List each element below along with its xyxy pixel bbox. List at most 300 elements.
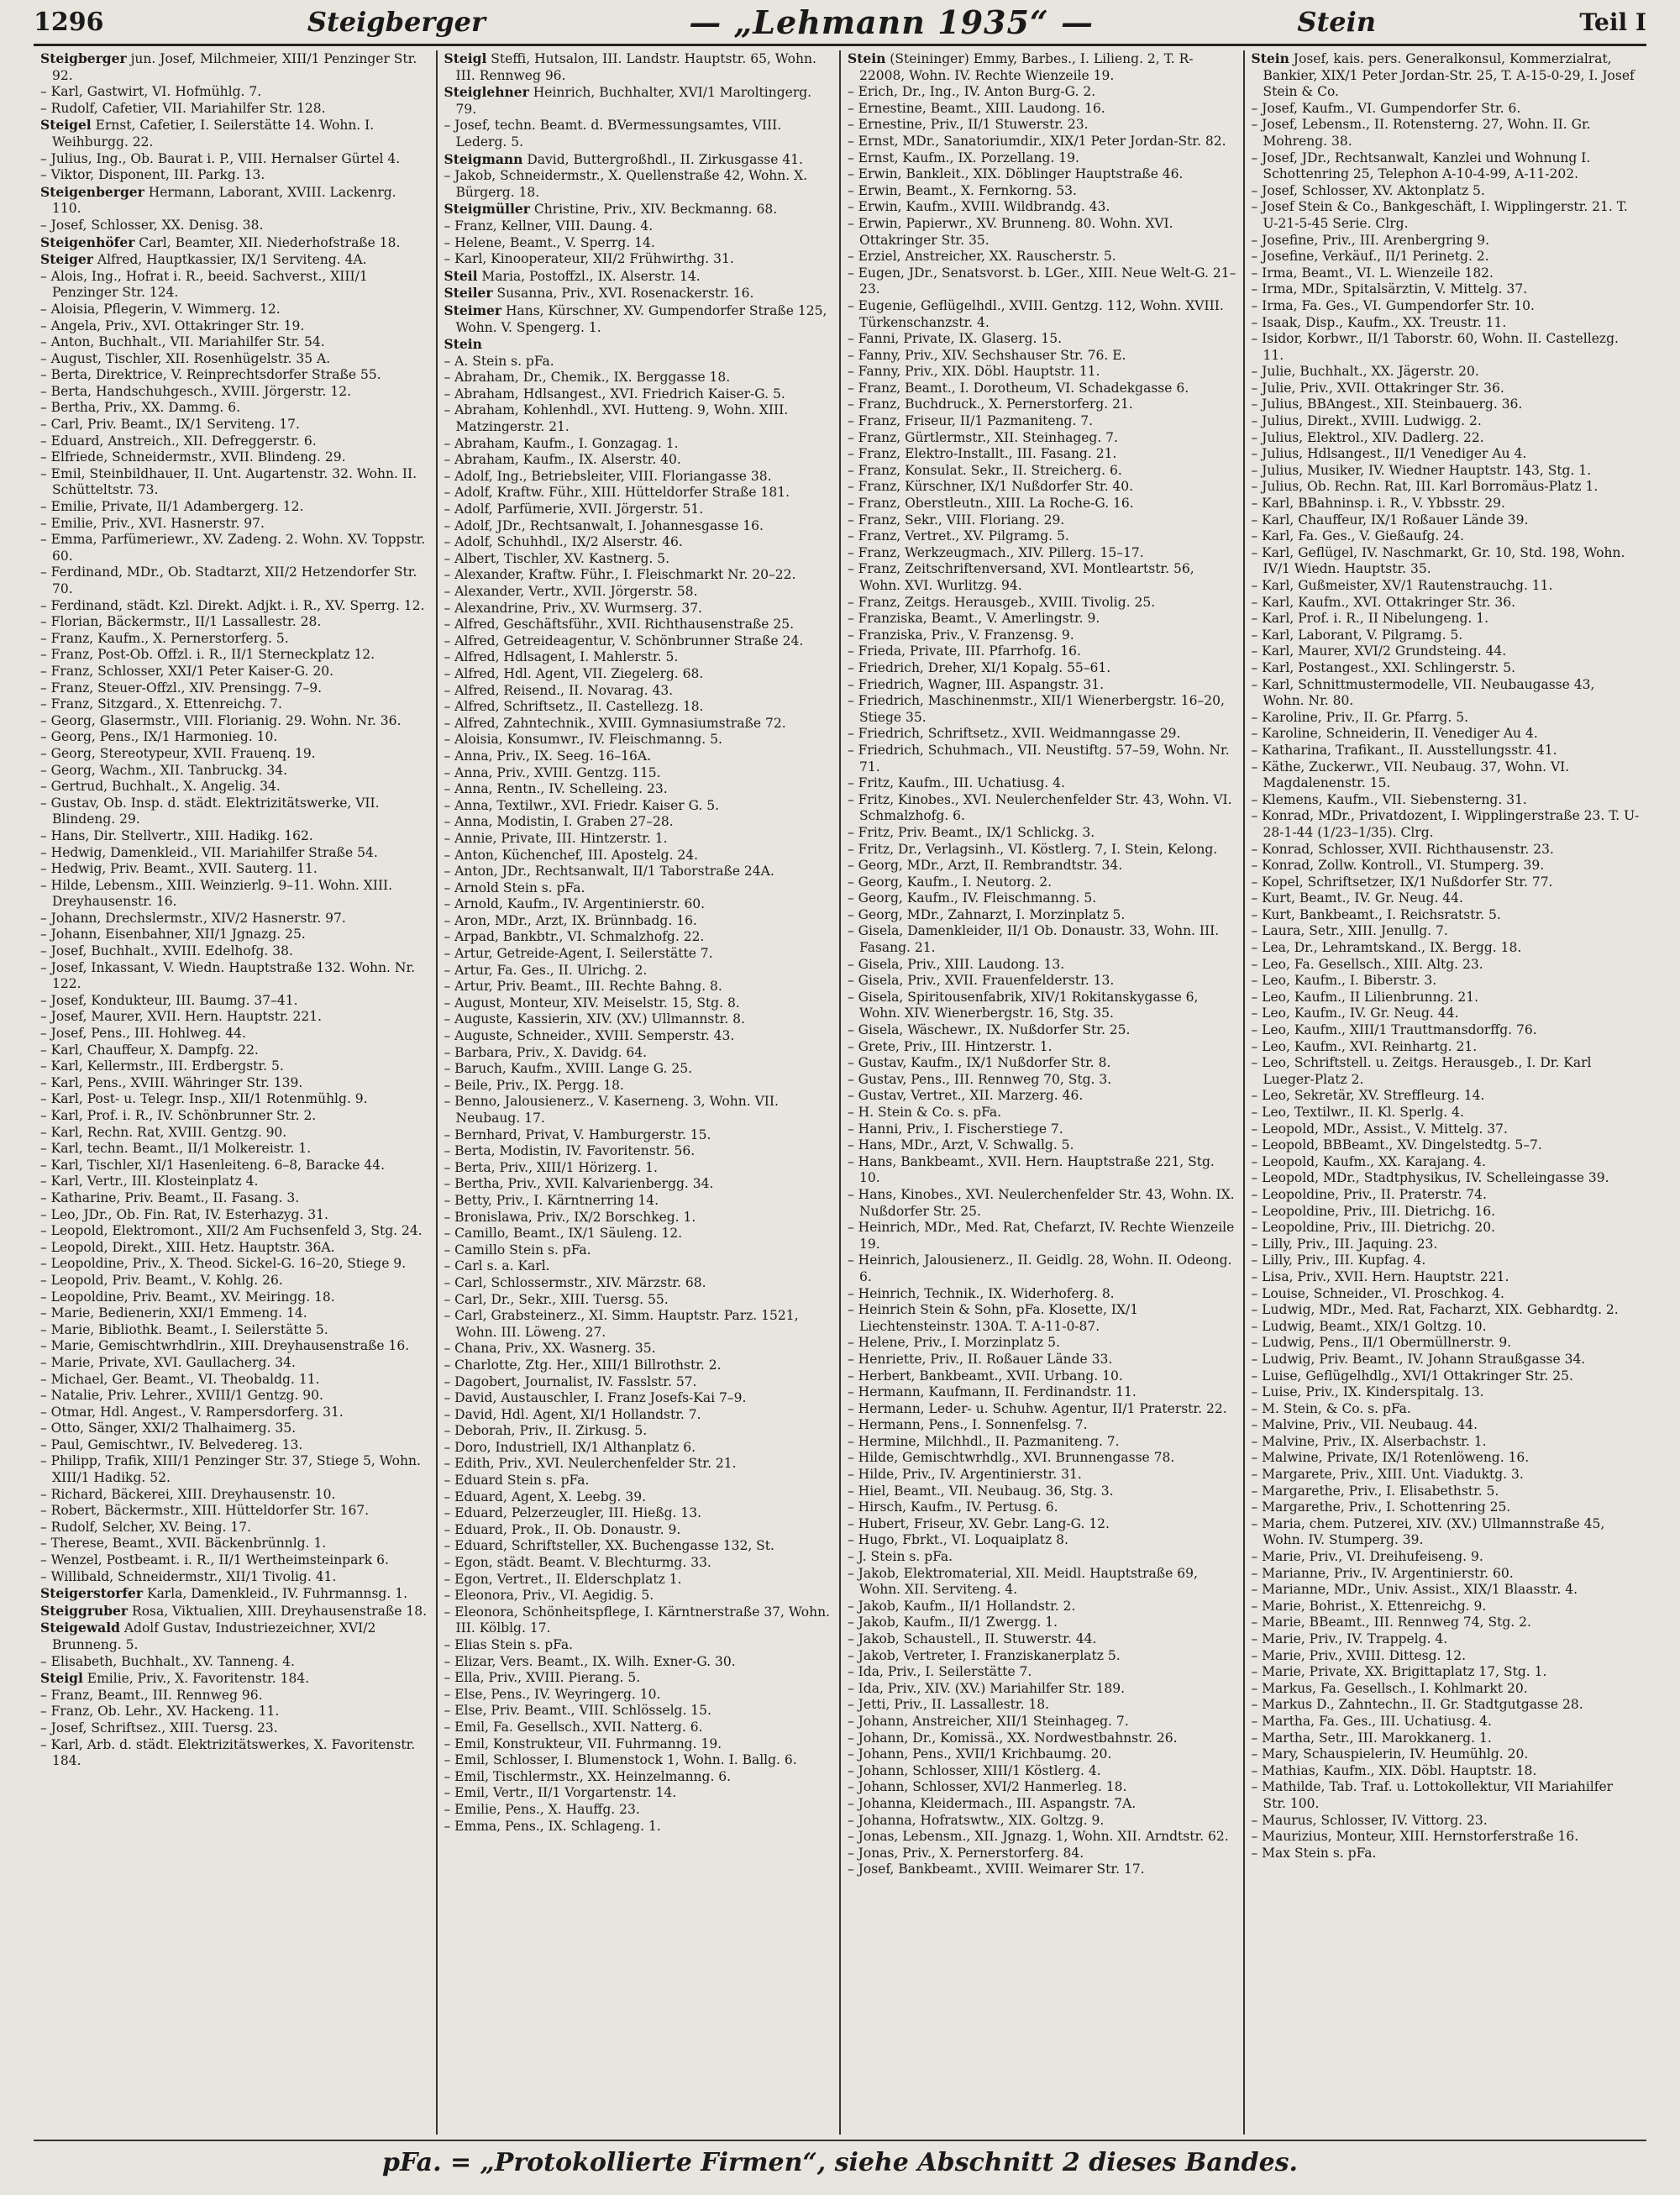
directory-entry xyxy=(848,249,1236,265)
entry-text: – Karl, Gastwirt, VI. Hofmühlg. 7. xyxy=(40,84,262,100)
directory-entry xyxy=(1252,1137,1641,1154)
entry-text: – Hilde, Gemischtwrhdlg., XVI. Brunnengasse 78. xyxy=(848,1450,1175,1466)
directory-entry xyxy=(40,713,429,730)
entry-text: Hermann, Laborant, XVIII. Lackenrg. 110. xyxy=(52,184,396,217)
entry-text: – Erwin, Papierwr., XV. Brunneng. 80. Wohn. XVI. Ottakringer Str. 35. xyxy=(848,215,1173,248)
directory-entry xyxy=(1252,1599,1641,1615)
entry-text: – Marie, Bibliothk. Beamt., I. Seilerstätte 5. xyxy=(40,1321,328,1337)
directory-entry xyxy=(444,1127,833,1144)
directory-entry xyxy=(40,334,429,351)
directory-entry xyxy=(40,151,429,168)
entry-text: – Johann, Eisenbahner, XII/1 Jgnazg. 25. xyxy=(40,927,306,943)
directory-entry xyxy=(848,1121,1236,1138)
entry-text: – Egon, städt. Beamt. V. Blechturmg. 33. xyxy=(444,1555,711,1571)
directory-entry xyxy=(444,268,833,286)
directory-entry xyxy=(1252,1631,1641,1648)
entry-text: – Franz, Kaufm., X. Pernerstorferg. 5. xyxy=(40,630,289,646)
directory-entry xyxy=(40,50,429,84)
directory-entry xyxy=(444,617,833,633)
entry-text: – Alfred, Hdlsagent, I. Mahlerstr. 5. xyxy=(444,649,679,665)
directory-entry xyxy=(848,1862,1236,1878)
entry-text: – H. Stein & Co. s. pFa. xyxy=(848,1105,1002,1120)
entry-text: – Heinrich, Technik., IX. Widerhoferg. 8. xyxy=(848,1285,1115,1301)
entry-text: – Franz, Gürtlermstr., XII. Steinhageg. 7. xyxy=(848,429,1118,445)
directory-entry xyxy=(848,1335,1236,1352)
directory-entry xyxy=(1252,183,1641,200)
directory-entry xyxy=(1252,249,1641,265)
entry-text: – Leopoldine, Priv., X. Theod. Sickel-G. 16–20, Stiege 9. xyxy=(40,1256,407,1272)
entry-text: – Fritz, Kaufm., III. Uchatiusg. 4. xyxy=(848,775,1065,791)
directory-entry xyxy=(40,1487,429,1504)
directory-entry xyxy=(1252,628,1641,644)
entry-text: – Emil, Schlosser, I. Blumenstock 1, Wohn. I. Ballg. 6. xyxy=(444,1752,797,1768)
entry-text: – Carl, Schlossermstr., XIV. Märzstr. 68. xyxy=(444,1274,706,1290)
entry-text: – Georg, Kaufm., IV. Fleischmanng. 5. xyxy=(848,890,1097,906)
entry-text: – Leopold, Elektromont., XII/2 Am Fuchsenfeld 3, Stg. 24. xyxy=(40,1223,423,1239)
entry-headname: Steigel xyxy=(40,117,92,134)
directory-entry xyxy=(848,1730,1236,1747)
entry-text: – Leopold, Kaufm., XX. Karajang. 4. xyxy=(1251,1153,1486,1169)
entry-text: – Natalie, Priv. Lehrer., XVIII/1 Gentzg. 90. xyxy=(40,1388,323,1404)
entry-text: – Franz, Ob. Lehr., XV. Hackeng. 11. xyxy=(40,1704,280,1720)
directory-entry xyxy=(1252,1220,1641,1237)
entry-text: – Konrad, MDr., Privatdozent, I. Wipplingerstraße 23. T. U-28-1-44 (1/23–1/35). Clrg. xyxy=(1251,808,1640,840)
entry-text: Ernst, Cafetier, I. Seilerstätte 14. Wohn. I. Weihburgg. 22. xyxy=(52,118,375,150)
entry-text: – Heinrich, Jalousienerz., II. Geidlg. 28, Wohn. II. Odeong. 6. xyxy=(848,1252,1232,1284)
entry-text: Heinrich, Buchhalter, XVI/1 Maroltingerg. 79. xyxy=(455,85,812,117)
entry-text: – Fritz, Kinobes., XVI. Neulerchenfelder Str. 43, Wohn. VI. Schmalzhofg. 6. xyxy=(848,791,1232,824)
directory-entry xyxy=(444,748,833,765)
directory-entry xyxy=(444,1341,833,1357)
directory-entry xyxy=(1252,199,1641,232)
directory-entry xyxy=(40,845,429,862)
page-number: 1296 xyxy=(34,7,104,37)
directory-entry xyxy=(1252,923,1641,940)
entry-headname: Steiglehner xyxy=(444,84,529,101)
directory-entry xyxy=(444,666,833,683)
directory-entry xyxy=(1252,413,1641,430)
directory-entry xyxy=(40,269,429,302)
entry-text: – Bronislawa, Priv., IX/2 Borschkeg. 1. xyxy=(444,1209,696,1225)
directory-entry xyxy=(40,1420,429,1437)
entry-text: – Adolf, JDr., Rechtsanwalt, I. Johannesgasse 16. xyxy=(444,517,764,533)
directory-entry xyxy=(848,1779,1236,1796)
directory-entry xyxy=(848,792,1236,825)
entry-text: – Emilie, Pens., X. Hauffg. 23. xyxy=(444,1801,640,1817)
directory-entry xyxy=(40,1042,429,1059)
entry-text: – Albert, Tischler, XV. Kastnerg. 5. xyxy=(444,550,670,566)
entry-text: – Elizar, Vers. Beamt., IX. Wilh. Exner-G. 30. xyxy=(444,1653,736,1669)
entry-text: – Carl s. a. Karl. xyxy=(444,1258,550,1274)
entry-text: – Josef, Lebensm., II. Rotensterng. 27, Wohn. II. Gr. Mohreng. 38. xyxy=(1251,117,1591,149)
directory-entry xyxy=(40,1223,429,1240)
entry-text: – Edith, Priv., XVI. Neulerchenfelder Str. 21. xyxy=(444,1456,737,1472)
directory-entry xyxy=(848,677,1236,694)
directory-entry xyxy=(444,1094,833,1126)
entry-text: (Steininger) Emmy, Barbes., I. Lilieng. 2, T. R-22008, Wohn. IV. Rechte Wienzeile 19. xyxy=(859,51,1194,83)
entry-text: – Emma, Parfümeriewr., XV. Zadeng. 2. Wohn. XV. Toppstr. 60. xyxy=(40,532,426,564)
directory-entry xyxy=(444,1604,833,1637)
entry-text: – Hans, MDr., Arzt, V. Schwallg. 5. xyxy=(848,1137,1074,1153)
entry-text: – Helene, Beamt., V. Sperrg. 14. xyxy=(444,234,655,250)
directory-entry xyxy=(40,234,429,252)
directory-entry xyxy=(1252,1467,1641,1483)
directory-entry xyxy=(40,1603,429,1620)
entry-text: – Aron, MDr., Arzt, IX. Brünnbadg. 16. xyxy=(444,912,697,928)
directory-entry xyxy=(444,1654,833,1671)
directory-entry xyxy=(40,1620,429,1653)
directory-entry xyxy=(848,957,1236,974)
entry-text: – Franz, Elektro-Installt., III. Fasang. 21. xyxy=(848,446,1117,462)
entry-text: – Bertha, Priv., XVII. Kalvarienbergg. 34. xyxy=(444,1176,714,1192)
directory-entry xyxy=(1252,726,1641,743)
directory-entry xyxy=(848,1499,1236,1516)
entry-text: – Ludwig, Pens., II/1 Obermüllnerstr. 9. xyxy=(1251,1335,1512,1351)
directory-entry xyxy=(1252,1516,1641,1549)
entry-text: – Markus D., Zahntechn., II. Gr. Stadtgutgasse 28. xyxy=(1251,1697,1583,1713)
entry-text: – Margarethe, Priv., I. Schottenring 25. xyxy=(1251,1499,1511,1515)
entry-text: – Karl, Geflügel, IV. Naschmarkt, Gr. 10, Std. 198, Wohn. IV/1 Wiedn. Hauptstr. 35. xyxy=(1251,544,1625,577)
entry-text: – Luise, Priv., IX. Kinderspitalg. 13. xyxy=(1251,1384,1484,1400)
entry-text: – Otmar, Hdl. Angest., V. Rampersdorferg. 31. xyxy=(40,1404,344,1420)
entry-text: – Anna, Priv., IX. Seeg. 16–16A. xyxy=(444,748,651,764)
directory-entry xyxy=(848,528,1236,545)
directory-entry xyxy=(40,84,429,101)
entry-text: – Adolf, Kraftw. Führ., XIII. Hütteldorfer Straße 181. xyxy=(444,485,790,501)
entry-text: – Deborah, Priv., II. Zirkusg. 5. xyxy=(444,1423,648,1439)
directory-entry xyxy=(1252,1697,1641,1714)
directory-entry xyxy=(40,449,429,466)
entry-text: – Alexander, Vertr., XVII. Jörgerstr. 58. xyxy=(444,584,698,599)
entry-text: – Käthe, Zuckerwr., VII. Neubaug. 37, Wohn. VI. Magdalenenstr. 15. xyxy=(1251,759,1570,791)
entry-text: – Wenzel, Postbeamt. i. R., II/1 Wertheimsteinpark 6. xyxy=(40,1552,389,1568)
directory-entry xyxy=(848,1549,1236,1566)
directory-entry xyxy=(40,1737,429,1770)
directory-entry xyxy=(848,611,1236,628)
directory-entry xyxy=(40,499,429,516)
directory-entry xyxy=(848,1302,1236,1335)
entry-text: – Ernst, Kaufm., IX. Porzellang. 19. xyxy=(848,150,1079,165)
directory-entry xyxy=(1252,677,1641,710)
entry-text: – M. Stein, & Co. s. pFa. xyxy=(1251,1400,1411,1416)
directory-entry xyxy=(848,1681,1236,1698)
entry-text: – Paul, Gemischtwr., IV. Belvedereg. 13. xyxy=(40,1436,303,1452)
entry-text: – Lea, Dr., Lehramtskand., IX. Bergg. 18. xyxy=(1251,940,1522,956)
entry-text: – Adolf, Schuhhdl., IX/2 Alserstr. 46. xyxy=(444,534,683,550)
entry-text: – Ernestine, Beamt., XIII. Laudong. 16. xyxy=(848,100,1105,116)
directory-entry xyxy=(40,218,429,234)
directory-entry xyxy=(40,167,429,184)
entry-text: – Franz, Post-Ob. Offzl. i. R., II/1 Sterneckplatz 12. xyxy=(40,647,375,663)
directory-entry xyxy=(444,436,833,453)
entry-text: – Hubert, Friseur, XV. Gebr. Lang-G. 12. xyxy=(848,1515,1110,1531)
entry-text: – Isidor, Korbwr., II/1 Taborstr. 60, Wohn. II. Castellezg. 11. xyxy=(1251,331,1619,363)
directory-entry xyxy=(1252,578,1641,595)
directory-entry xyxy=(848,1763,1236,1780)
entry-text: – Hilde, Priv., IV. Argentinierstr. 31. xyxy=(848,1467,1082,1483)
directory-entry xyxy=(1252,743,1641,759)
entry-text: – Emil, Konstrukteur, VII. Fuhrmanng. 19. xyxy=(444,1736,722,1751)
directory-entry xyxy=(40,117,429,150)
directory-entry xyxy=(40,1125,429,1142)
entry-text: – Karl, Chauffeur, X. Dampfg. 22. xyxy=(40,1042,259,1058)
directory-entry xyxy=(1252,611,1641,628)
entry-text: – Karl, Prof. i. R., II Nibelungeng. 1. xyxy=(1251,611,1489,627)
entry-text: – Hanni, Priv., I. Fischerstiege 7. xyxy=(848,1121,1063,1137)
entry-text: – Franz, Werkzeugmach., XIV. Pillerg. 15–17. xyxy=(848,544,1144,560)
directory-entry xyxy=(1252,446,1641,463)
entry-text: – Franziska, Beamt., V. Amerlingstr. 9. xyxy=(848,611,1100,627)
directory-entry xyxy=(848,660,1236,677)
entry-text: – Martha, Setr., III. Marokkanerg. 1. xyxy=(1251,1730,1492,1746)
entry-text: – Georg, Stereotypeur, XVII. Frauenq. 19. xyxy=(40,745,316,761)
entry-text: Steffi, Hutsalon, III. Landstr. Hauptstr. 65, Wohn. III. Rennweg 96. xyxy=(455,51,816,83)
directory-entry xyxy=(848,1467,1236,1483)
directory-entry xyxy=(848,1483,1236,1500)
directory-entry xyxy=(848,84,1236,101)
entry-text: – Carl, Priv. Beamt., IX/1 Serviteng. 17. xyxy=(40,417,300,433)
entry-text: – Klemens, Kaufm., VII. Siebensterng. 31. xyxy=(1251,791,1527,807)
directory-entry xyxy=(1252,1121,1641,1138)
entry-text: – David, Austauschler, I. Franz Josefs-Kai 7–9. xyxy=(444,1390,747,1406)
entry-text: – Max Stein s. pFa. xyxy=(1251,1845,1377,1861)
directory-entry xyxy=(444,1555,833,1572)
entry-headname: Steiger xyxy=(40,251,93,268)
directory-entry xyxy=(1252,1154,1641,1171)
directory-entry xyxy=(848,874,1236,891)
entry-text: – Konrad, Zollw. Kontroll., VI. Stumperg. 39. xyxy=(1251,858,1545,874)
entry-text: – Hirsch, Kaufm., IV. Pertusg. 6. xyxy=(848,1499,1058,1515)
directory-entry xyxy=(40,680,429,697)
entry-text: – Mary, Schauspielerin, IV. Heumühlg. 20. xyxy=(1251,1746,1529,1762)
entry-text: – Gustav, Kaufm., IX/1 Nußdorfer Str. 8. xyxy=(848,1055,1111,1071)
entry-text: – Alfred, Geschäftsführ., XVII. Richthausenstraße 25. xyxy=(444,617,795,633)
entry-text: – Hermann, Kaufmann, II. Ferdinandstr. 11. xyxy=(848,1384,1137,1400)
directory-entry xyxy=(444,1011,833,1028)
running-head-left: Steigberger xyxy=(307,6,486,38)
directory-entry xyxy=(444,1357,833,1374)
entry-text: – Auguste, Kassierin, XIV. (XV.) Ullmannstr. 8. xyxy=(444,1011,745,1027)
entry-text: – Karl, Kinooperateur, XII/2 Frühwirthg. 31. xyxy=(444,251,734,267)
entry-text: – Julius, Musiker, IV. Wiedner Hauptstr. 143, Stg. 1. xyxy=(1251,462,1592,478)
directory-entry xyxy=(848,825,1236,842)
entry-text: – Leo, Kaufm., II Lilienbrunng. 21. xyxy=(1251,989,1479,1005)
directory-entry xyxy=(1252,1237,1641,1253)
entry-text: – Katharina, Trafikant., II. Ausstellungsstr. 41. xyxy=(1251,742,1557,758)
entry-text: – Emilie, Private, II/1 Adambergerg. 12. xyxy=(40,499,304,515)
entry-text: – Gisela, Damenkleider, II/1 Ob. Donaustr. 33, Wohn. III. Fasang. 21. xyxy=(848,923,1220,956)
directory-entry xyxy=(1252,1088,1641,1105)
directory-entry xyxy=(444,913,833,930)
directory-entry xyxy=(444,1045,833,1062)
entry-text: – Karl, techn. Beamt., II/1 Molkereistr. 1. xyxy=(40,1141,312,1157)
entry-text: – Philipp, Trafik, XIII/1 Penzinger Str. 37, Stiege 5, Wohn. XIII/1 Hadikg. 52. xyxy=(40,1453,421,1486)
entry-text: – Johann, Drechslermstr., XIV/2 Hasnerstr. 97. xyxy=(40,910,346,926)
entry-text: – Adolf, Parfümerie, XVII. Jörgerstr. 51. xyxy=(444,501,704,517)
directory-entry xyxy=(848,150,1236,167)
entry-text: Josef, kais. pers. Generalkonsul, Kommerzialrat, Bankier, XIX/1 Peter Jordan-Str. 25, T. A-15-0-29, I. Josef Stein & Co. xyxy=(1263,51,1635,100)
directory-entry xyxy=(40,1058,429,1075)
directory-entry xyxy=(1252,1055,1641,1088)
directory-entry xyxy=(444,798,833,815)
directory-entry xyxy=(1252,808,1641,841)
entry-text: – Emilie, Priv., XVI. Hasnerstr. 97. xyxy=(40,515,265,531)
entry-text: – Johann, Schlosser, XVI/2 Hanmerleg. 18. xyxy=(848,1779,1127,1795)
entry-text: – Franz, Zeitgs. Herausgeb., XVIII. Tivolig. 25. xyxy=(848,594,1156,610)
entry-text: – Josef, Maurer, XVII. Hern. Hauptstr. 221. xyxy=(40,1009,323,1025)
entry-text: – Charlotte, Ztg. Her., XIII/1 Billrothstr. 2. xyxy=(444,1357,722,1373)
footer-note: pFa. = „Protokollierte Firmen“, siehe Abschnitt 2 dieses Bandes. xyxy=(34,2140,1646,2183)
directory-entry xyxy=(848,430,1236,447)
entry-text: – Fritz, Dr., Verlagsinh., VI. Köstlerg. 7, I. Stein, Kelong. xyxy=(848,841,1218,857)
entry-text: – Franz, Oberstleutn., XIII. La Roche-G. 16. xyxy=(848,496,1134,512)
entry-text: – Aloisia, Pflegerin, V. Wimmerg. 12. xyxy=(40,301,281,317)
entry-text: – Josef, Schriftsez., XIII. Tuersg. 23. xyxy=(40,1720,278,1736)
entry-text: – Friedrich, Dreher, XI/1 Kopalg. 55–61. xyxy=(848,659,1111,675)
directory-entry xyxy=(848,1796,1236,1813)
directory-entry xyxy=(444,567,833,584)
entry-text: – Eduard, Prok., II. Ob. Donaustr. 9. xyxy=(444,1521,681,1537)
directory-entry xyxy=(444,765,833,782)
directory-entry xyxy=(1252,1450,1641,1467)
directory-entry xyxy=(848,117,1236,134)
directory-entry xyxy=(1252,759,1641,792)
entry-text: – Willibald, Schneidermstr., XII/1 Tivolig. 41. xyxy=(40,1568,337,1584)
entry-text: – Karl, Maurer, XVI/2 Grundsteing. 44. xyxy=(1251,643,1507,659)
directory-entry xyxy=(1252,396,1641,413)
entry-text: – Karl, Fa. Ges., V. Gießaufg. 24. xyxy=(1251,528,1464,544)
directory-entry xyxy=(848,907,1236,924)
directory-entry xyxy=(1252,842,1641,859)
entry-headname: Steigl xyxy=(40,1670,83,1687)
directory-entry xyxy=(848,396,1236,413)
entry-text: – Beile, Priv., IX. Pergg. 18. xyxy=(444,1077,624,1093)
directory-entry xyxy=(848,693,1236,726)
entry-text: – Otto, Sänger, XXI/2 Thalhaimerg. 35. xyxy=(40,1420,297,1436)
directory-entry xyxy=(848,1055,1236,1072)
entry-text: – Bertha, Priv., XX. Dammg. 6. xyxy=(40,400,241,416)
entry-text: – Herbert, Bankbeamt., XVII. Urbang. 10. xyxy=(848,1368,1123,1384)
entry-text: – Frieda, Private, III. Pfarrhofg. 16. xyxy=(848,643,1081,659)
directory-entry xyxy=(444,1226,833,1242)
entry-text: – August, Tischler, XII. Rosenhügelstr. 35 A. xyxy=(40,350,331,366)
directory-entry xyxy=(444,1785,833,1802)
entry-text: – Betty, Priv., I. Kärntnerring 14. xyxy=(444,1192,659,1208)
directory-entry xyxy=(444,584,833,601)
entry-text: – Erwin, Kaufm., XVIII. Wildbrandg. 43. xyxy=(848,199,1110,215)
directory-entry xyxy=(1252,1664,1641,1681)
entry-text: – Karl, Rechn. Rat, XVIII. Gentzg. 90. xyxy=(40,1124,287,1140)
directory-entry xyxy=(444,896,833,913)
entry-text: – Gisela, Spiritousenfabrik, XIV/1 Rokitanskygasse 6, Wohn. XIV. Wienerbergstr. 16, Stg. 35. xyxy=(848,989,1199,1021)
entry-text: – Jakob, Kaufm., II/1 Zwergg. 1. xyxy=(848,1615,1058,1630)
directory-entry xyxy=(1252,1746,1641,1763)
entry-text: – Emma, Pens., IX. Schlageng. 1. xyxy=(444,1818,661,1834)
directory-entry xyxy=(848,216,1236,249)
directory-entry xyxy=(40,433,429,450)
entry-text: – Eduard Stein s. pFa. xyxy=(444,1473,590,1489)
entry-text: Carl, Beamter, XII. Niederhofstraße 18. xyxy=(134,234,401,250)
directory-entry xyxy=(1252,973,1641,990)
entry-text: – Jonas, Priv., X. Pernerstorferg. 84. xyxy=(848,1845,1084,1861)
directory-entry xyxy=(40,1552,429,1569)
directory-entry xyxy=(848,381,1236,397)
entry-text: – Jonas, Lebensm., XII. Jgnazg. 1, Wohn. XII. Arndtstr. 62. xyxy=(848,1829,1229,1845)
entry-text: – Gisela, Priv., XVII. Frauenfelderstr. 13. xyxy=(848,973,1115,989)
directory-entry xyxy=(1252,1417,1641,1434)
entry-text: Rosa, Viktualien, XIII. Dreyhausenstraße 18. xyxy=(128,1603,427,1619)
directory-entry xyxy=(848,1846,1236,1862)
entry-text: – Malvine, Priv., VII. Neubaug. 44. xyxy=(1251,1417,1478,1433)
entry-text: – Marie, Private, XX. Brigittaplatz 17, Stg. 1. xyxy=(1251,1664,1547,1680)
entry-text: – Hiel, Beamt., VII. Neubaug. 36, Stg. 3. xyxy=(848,1483,1114,1499)
entry-text: – Abraham, Kaufm., IX. Alserstr. 40. xyxy=(444,452,681,468)
entry-text: – Julius, Elektrol., XIV. Dadlerg. 22. xyxy=(1251,429,1484,445)
directory-entry xyxy=(1252,1105,1641,1121)
directory-entry xyxy=(40,763,429,780)
entry-text: – Mathilde, Tab. Traf. u. Lottokollektur, VII Mariahilfer Str. 100. xyxy=(1251,1779,1614,1811)
entry-text: – Alfred, Reisend., II. Novarag. 43. xyxy=(444,682,674,698)
directory-entry xyxy=(848,973,1236,990)
directory-entry xyxy=(444,1538,833,1555)
entry-text: – Carl, Dr., Sekr., XIII. Tuersg. 55. xyxy=(444,1291,669,1307)
directory-entry xyxy=(40,1520,429,1536)
directory-entry xyxy=(848,101,1236,118)
directory-entry xyxy=(444,551,833,568)
entry-text: – Josefine, Priv., III. Arenbergring 9. xyxy=(1251,232,1490,248)
directory-entry xyxy=(40,779,429,796)
entry-text: – Jakob, Vertreter, I. Franziskanerplatz 5. xyxy=(848,1647,1121,1663)
entry-text: – Karl, Prof. i. R., IV. Schönbrunner Str. 2. xyxy=(40,1108,317,1123)
entry-text: Alfred, Hauptkassier, IX/1 Serviteng. 4A. xyxy=(92,252,367,268)
directory-entry xyxy=(1252,1549,1641,1566)
entry-headname: Steigmann xyxy=(444,150,523,167)
entry-text: – Margarethe, Priv., I. Elisabethstr. 5. xyxy=(1251,1483,1499,1499)
directory-entry xyxy=(848,512,1236,529)
directory-entry xyxy=(444,1720,833,1736)
directory-entry xyxy=(40,1654,429,1671)
entry-text: – Marianne, Priv., IV. Argentinierstr. 60. xyxy=(1251,1565,1514,1581)
directory-entry xyxy=(848,496,1236,512)
entry-text: – Markus, Fa. Gesellsch., I. Kohlmarkt 20. xyxy=(1251,1680,1528,1696)
directory-entry xyxy=(40,1503,429,1520)
entry-text: – Hans, Dir. Stellvertr., XIII. Hadikg. 162. xyxy=(40,827,313,843)
entry-text: – Michael, Ger. Beamt., VI. Theobaldg. 11. xyxy=(40,1371,320,1387)
directory-entry xyxy=(40,1322,429,1339)
entry-text: – Baruch, Kaufm., XVIII. Lange G. 25. xyxy=(444,1061,693,1077)
entry-headname: Steimer xyxy=(444,302,502,318)
entry-text: – Auguste, Schneider., XVIII. Semperstr. 43. xyxy=(444,1028,735,1044)
directory-entry xyxy=(1252,1368,1641,1385)
entry-text: – Franziska, Priv., V. Franzensg. 9. xyxy=(848,627,1074,643)
entry-headname: Stein xyxy=(1251,50,1289,66)
directory-entry xyxy=(40,1338,429,1355)
entry-text: – Leopold, MDr., Stadtphysikus, IV. Schelleingasse 39. xyxy=(1251,1170,1609,1186)
entry-text: – Viktor, Disponent, III. Parkg. 13. xyxy=(40,167,265,183)
entry-text: – Hilde, Lebensm., XIII. Weinzierlg. 9–11. Wohn. XIII. Dreyhausenstr. 16. xyxy=(40,877,393,910)
entry-text: – Leopoldine, Priv., II. Praterstr. 74. xyxy=(1251,1186,1487,1202)
entry-text: – Karoline, Priv., II. Gr. Pfarrg. 5. xyxy=(1251,709,1468,725)
directory-entry xyxy=(1252,1006,1641,1022)
directory-entry xyxy=(444,251,833,268)
entry-text: – Eduard, Pelzerzeugler, III. Hießg. 13. xyxy=(444,1505,702,1521)
directory-entry xyxy=(1252,50,1641,101)
directory-entry xyxy=(848,1352,1236,1368)
directory-entry xyxy=(848,545,1236,562)
entry-text: – Leopold, Priv. Beamt., V. Kohlg. 26. xyxy=(40,1272,283,1288)
directory-entry xyxy=(444,1193,833,1210)
entry-text: – Richard, Bäckerei, XIII. Dreyhausenstr. 10. xyxy=(40,1486,336,1502)
